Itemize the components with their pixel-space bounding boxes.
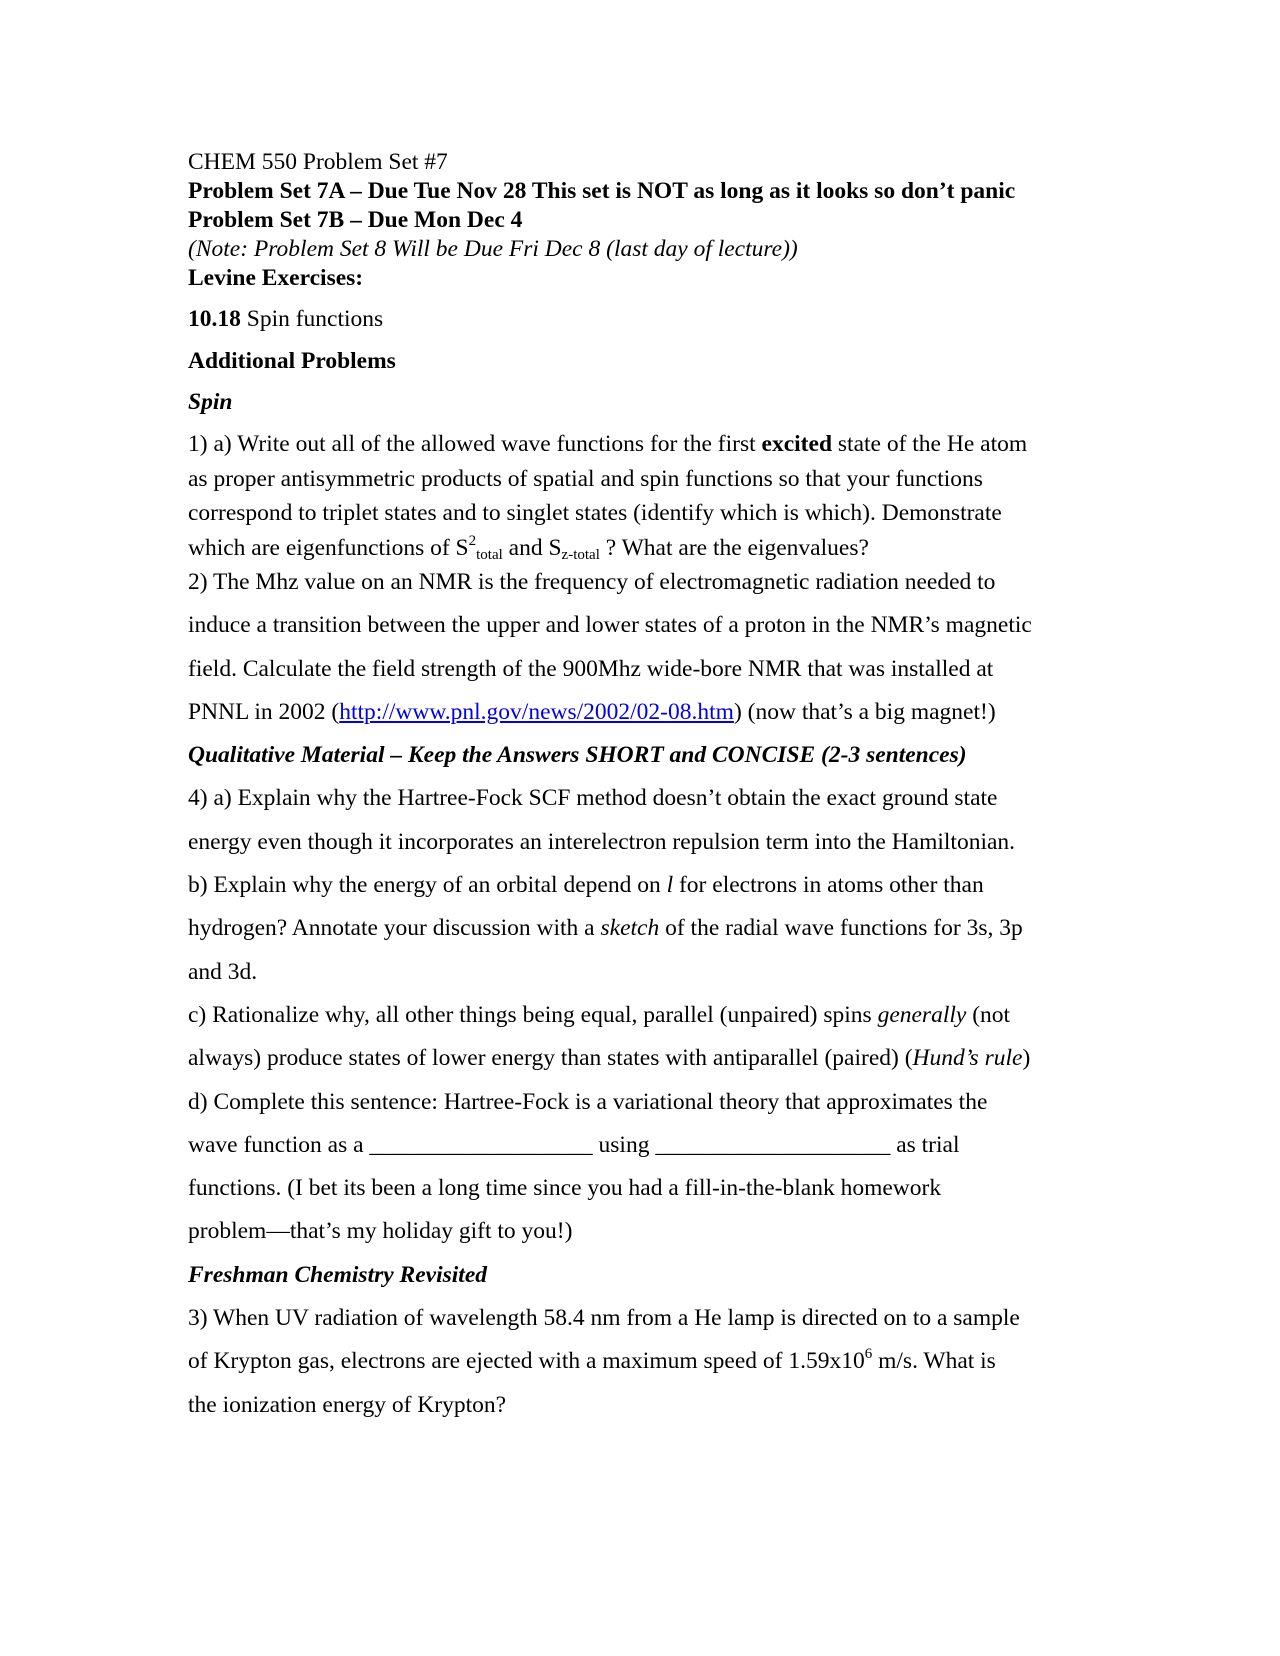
text-run: 1) a) Write out all of the allowed wave functions for the first (188, 431, 762, 457)
qualitative-heading: Qualitative Material – Keep the Answers SHORT and CONCISE (2-3 sentences) (188, 742, 967, 769)
q4c-line-1 (188, 994, 1108, 1037)
text-run: ) (now that’s a big magnet!) (733, 698, 996, 725)
emphasis-excited: excited (761, 431, 833, 457)
problem-1-line-2: as proper antisymmetric products of spatial and spin functions so that your functions (188, 465, 983, 492)
document-page (188, 148, 1108, 1427)
problem-1-line-3: correspond to triplet states and to singlet states (identify which is which). Demonstrate (188, 500, 1002, 526)
subscript: total (476, 546, 503, 563)
text-run: hydrogen? Annotate your discussion with a (188, 915, 601, 942)
text-run: always) produce states of lower energy than states with antiparallel (paired) ( (188, 1045, 913, 1072)
problem-3-line-3: the ionization energy of Krypton? (188, 1391, 507, 1418)
italic-hunds-rule: Hund’s rule (912, 1045, 1023, 1072)
q4b-line-1 (188, 864, 1108, 907)
problem-2-line-2: induce a transition between the upper and lower states of a proton in the NMR’s magnetic (188, 612, 1032, 639)
problem-3-line-1: 3) When UV radiation of wavelength 58.4 nm from a He lamp is directed on to a sample (188, 1305, 1020, 1332)
q4b-line-3: and 3d. (188, 958, 258, 985)
exercise-number: 10.18 (188, 306, 241, 332)
problem-3-line-2 (188, 1340, 1108, 1383)
freshman-section (188, 1254, 1108, 1427)
set-7b-due: Problem Set 7B – Due Mon Dec 4 (188, 207, 523, 233)
text-run: (not (966, 1001, 1011, 1028)
additional-problems-heading: Additional Problems (188, 348, 396, 374)
levine-heading: Levine Exercises: (188, 265, 364, 291)
superscript: 2 (468, 532, 477, 549)
q4a-line-2: energy even though it incorporates an interelectron repulsion term into the Hamiltonian. (188, 828, 1016, 855)
problem-2-line-4 (188, 691, 1108, 734)
set-7a-due: Problem Set 7A – Due Tue Nov 28 This set is NOT as long as it looks so don’t panic (188, 178, 1016, 204)
italic-generally: generally (877, 1001, 967, 1028)
text-run: of Krypton gas, electrons are ejected with a maximum speed of 1.59x10 (188, 1348, 865, 1375)
italic-l: l (666, 872, 674, 899)
text-run: state of the He atom (832, 431, 1028, 457)
qualitative-section (188, 734, 1108, 1254)
problem-2-line-3: field. Calculate the field strength of the 900Mhz wide-bore NMR that was installed at (188, 655, 994, 682)
text-run: b) Explain why the energy of an orbital depend on (188, 872, 667, 899)
q4a-line-1: 4) a) Explain why the Hartree-Fock SCF method doesn’t obtain the exact ground state (188, 785, 998, 812)
text-run: PNNL in 2002 ( (188, 698, 340, 725)
text-run: for electrons in atoms other than (673, 872, 984, 899)
problem-1-line-4 (188, 531, 1108, 566)
set-8-note: (Note: Problem Set 8 Will be Due Fri Dec 8 (last day of lecture)) (188, 236, 798, 262)
text-run: c) Rationalize why, all other things being equal, parallel (unpaired) spins (188, 1001, 878, 1028)
q4d-line-4: problem—that’s my holiday gift to you!) (188, 1218, 573, 1245)
superscript: 6 (864, 1346, 873, 1363)
text-run: m/s. What is (872, 1348, 996, 1375)
text-run: ? What are the eigenvalues? (599, 534, 869, 561)
course-title: CHEM 550 Problem Set #7 (188, 149, 448, 175)
problem-2-line-1: 2) The Mhz value on an NMR is the frequency of electromagnetic radiation needed to (188, 569, 996, 595)
text-run: which are eigenfunctions of S (188, 534, 469, 561)
problem-1 (188, 427, 1108, 565)
pnnl-news-link[interactable]: http://www.pnl.gov/news/2002/02-08.htm (339, 698, 734, 725)
problem-2 (188, 561, 1108, 734)
italic-sketch: sketch (600, 915, 660, 942)
freshman-heading: Freshman Chemistry Revisited (188, 1261, 487, 1288)
q4c-line-2 (188, 1037, 1108, 1080)
subscript: z-total (561, 546, 600, 563)
text-run: of the radial wave functions for 3s, 3p (659, 915, 1023, 942)
exercise-text: Spin functions (240, 306, 384, 332)
q4d-line-1: d) Complete this sentence: Hartree-Fock is a variational theory that approximates the (188, 1088, 988, 1115)
levine-exercise (188, 305, 1108, 334)
spin-heading: Spin (188, 389, 233, 415)
header-block (188, 148, 1108, 293)
q4b-line-2 (188, 907, 1108, 950)
text-run: ) (1022, 1045, 1031, 1072)
problem-1-line-1 (188, 427, 1108, 462)
q4d-line-3: functions. (I bet its been a long time since you had a fill-in-the-blank homework (188, 1175, 942, 1202)
text-run: and S (502, 534, 562, 561)
q4d-line-2: wave function as a ___________________ using ____________________ as trial (188, 1131, 960, 1158)
